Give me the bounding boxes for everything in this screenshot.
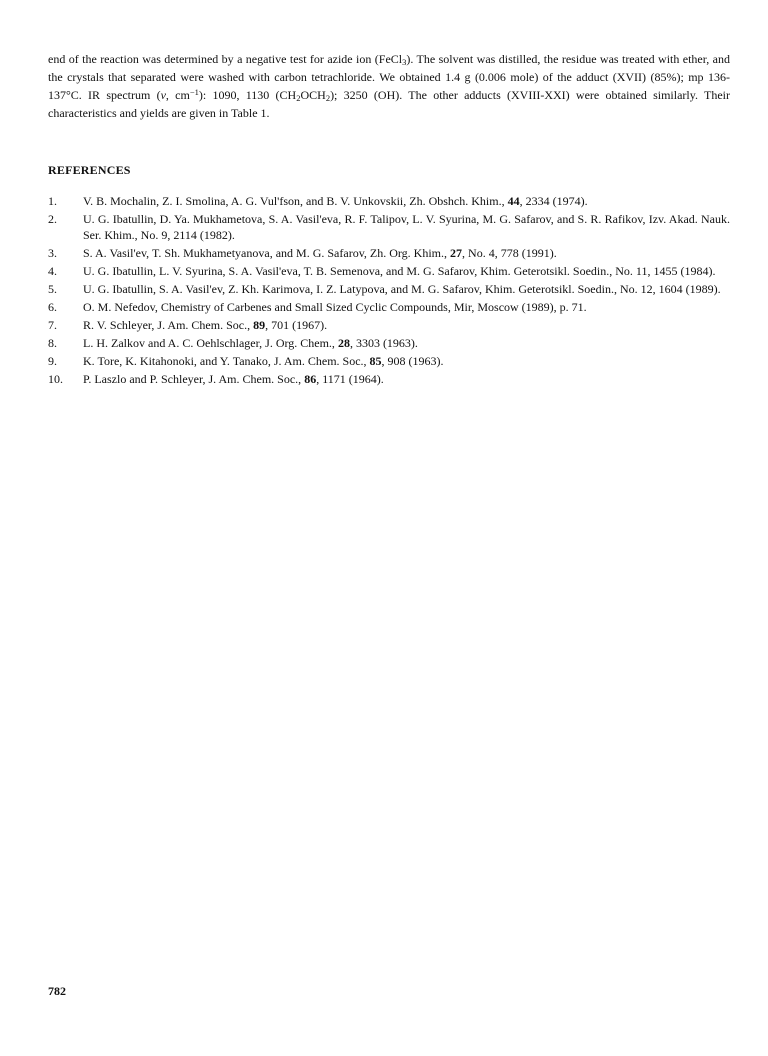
reference-item — [48, 245, 730, 261]
reference-item — [48, 281, 730, 297]
superscript-minus-one: −1 — [189, 87, 199, 97]
reference-pages: , No. 4, 778 (1991). — [462, 246, 557, 260]
reference-number: 6. — [48, 300, 57, 314]
reference-item — [48, 371, 730, 387]
reference-text — [83, 300, 587, 314]
paragraph-text-1: end of the reaction was determined by a negative test for azide ion (FeCl — [48, 52, 403, 66]
paragraph-text-3: , cm — [165, 88, 190, 102]
reference-number: 9. — [48, 354, 57, 368]
reference-number: 7. — [48, 318, 57, 332]
reference-item — [48, 353, 730, 369]
reference-pages: , 3303 (1963). — [349, 336, 418, 350]
reference-pages: , 1171 (1964). — [316, 372, 384, 386]
reference-text — [83, 264, 715, 278]
reference-volume: 44 — [507, 194, 520, 208]
reference-item — [48, 263, 730, 279]
experimental-paragraph — [48, 50, 730, 122]
subscript-fecl3: 3 — [402, 57, 407, 67]
reference-volume: 28 — [337, 336, 350, 350]
reference-text — [83, 372, 384, 386]
reference-citation: K. Tore, K. Kitahonoki, and Y. Tanako, J. Am. Chem. Soc., — [83, 354, 370, 368]
reference-number: 5. — [48, 282, 57, 296]
reference-text — [83, 336, 418, 350]
reference-text — [83, 282, 721, 296]
reference-number: 2. — [48, 212, 57, 226]
reference-volume: 89 — [253, 318, 266, 332]
nu-symbol: ν — [160, 88, 166, 102]
reference-pages: , 701 (1967). — [265, 318, 328, 332]
reference-pages: , 2334 (1974). — [519, 194, 588, 208]
paragraph-text-2: ). The solvent was distilled, the residue was treated with ether, and the crystals that separated were washed with carbon tetrachloride. We obtained 1.4 g (0.006 mole) of the adduct (XVII) (85%); mp 136-137°C. IR spectrum ( — [48, 52, 730, 102]
reference-number: 1. — [48, 194, 57, 208]
paragraph-text-4: ): 1090, 1130 (CH — [198, 88, 297, 102]
subscript-ch2-b: 2 — [325, 93, 331, 103]
reference-number: 8. — [48, 336, 57, 350]
subscript-ch2-a: 2 — [296, 93, 301, 103]
reference-citation: O. M. Nefedov, Chemistry of Carbenes and Small Sized Cyclic Compounds, Mir, Moscow (1989), p. 71. — [83, 300, 587, 314]
reference-citation: U. G. Ibatullin, D. Ya. Mukhametova, S. A. Vasil'eva, R. F. Talipov, L. V. Syurina, M. G. Safarov, and S. R. Rafikov, Izv. Akad. Nauk. Ser. Khim., No. 9, 2114 (1982). — [83, 212, 730, 242]
references-heading: REFERENCES — [48, 163, 131, 177]
reference-text — [83, 194, 588, 208]
paragraph-text-5: OCH — [300, 88, 326, 102]
reference-citation: P. Laszlo and P. Schleyer, J. Am. Chem. Soc., — [83, 372, 305, 386]
references-list — [48, 193, 730, 389]
reference-text — [83, 318, 327, 332]
page-number: 782 — [48, 984, 66, 998]
reference-citation: U. G. Ibatullin, S. A. Vasil'ev, Z. Kh. Karimova, I. Z. Latypova, and M. G. Safarov, Khim. Geterotsikl. Soedin., No. 12, 1604 (1989). — [83, 282, 721, 296]
reference-item — [48, 299, 730, 315]
reference-number: 10. — [48, 372, 63, 386]
reference-item — [48, 211, 730, 243]
document-page — [48, 0, 730, 1056]
reference-volume: 85 — [369, 354, 382, 368]
reference-item — [48, 193, 730, 209]
paragraph-text-6: ); 3250 (OH). The other adducts (XVIII-XXI) were obtained similarly. Their characteristics and yields are given in Table 1. — [48, 88, 730, 120]
reference-item — [48, 317, 730, 333]
reference-item — [48, 335, 730, 351]
reference-citation: S. A. Vasil'ev, T. Sh. Mukhametyanova, and M. G. Safarov, Zh. Org. Khim., — [83, 246, 451, 260]
reference-number: 3. — [48, 246, 57, 260]
reference-text — [83, 246, 557, 260]
reference-text — [83, 354, 444, 368]
reference-pages: , 908 (1963). — [381, 354, 444, 368]
reference-citation: L. H. Zalkov and A. C. Oehlschlager, J. Org. Chem., — [83, 336, 338, 350]
reference-volume: 27 — [450, 246, 463, 260]
reference-citation: V. B. Mochalin, Z. I. Smolina, A. G. Vul'fson, and B. V. Unkovskii, Zh. Obshch. Khim., — [83, 194, 508, 208]
reference-citation: U. G. Ibatullin, L. V. Syurina, S. A. Vasil'eva, T. B. Semenova, and M. G. Safarov, Khim. Geterotsikl. Soedin., No. 11, 1455 (1984). — [83, 264, 716, 278]
reference-citation: R. V. Schleyer, J. Am. Chem. Soc., — [83, 318, 254, 332]
reference-volume: 86 — [304, 372, 317, 386]
reference-number: 4. — [48, 264, 57, 278]
reference-text — [83, 212, 730, 242]
